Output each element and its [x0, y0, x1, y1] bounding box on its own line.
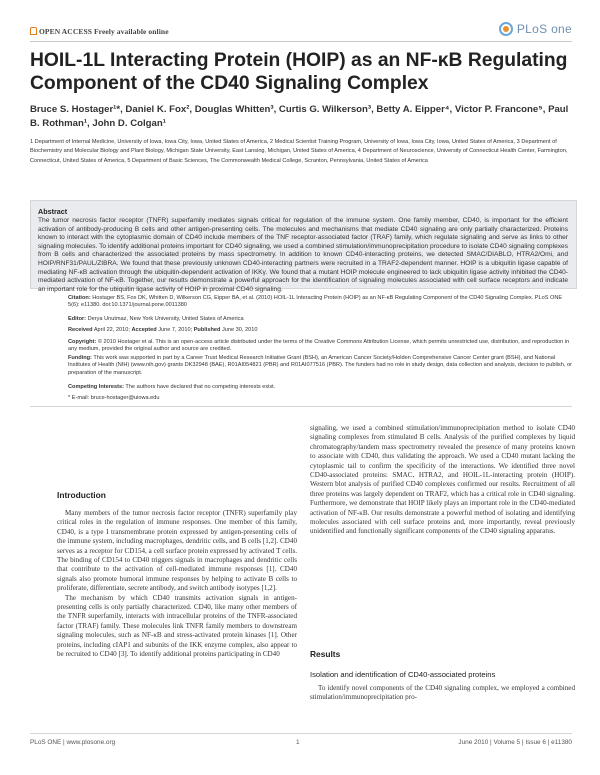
introduction-heading: Introduction [57, 490, 106, 500]
competing-label: Competing Interests: [68, 384, 124, 390]
citation [68, 295, 575, 310]
competing-text: The authors have declared that no competing interests exist. [125, 384, 276, 390]
funding [68, 355, 575, 377]
right-column-text [310, 424, 575, 537]
published-date: June 30, 2010 [221, 327, 258, 333]
publication-dates [68, 327, 575, 334]
article-title: HOIL-1L Interacting Protein (HOIP) as an NF-κB Regulating Component of the CD40 Signaling Complex [30, 50, 568, 94]
accepted-label: Accepted [131, 327, 157, 333]
results-text [310, 684, 575, 703]
editor [68, 316, 575, 323]
received-label: Received [68, 327, 93, 333]
received-date: April 22, 2010; [93, 327, 130, 333]
header-divider [30, 41, 572, 42]
accepted-date: June 7, 2010; [158, 327, 193, 333]
author-list: Bruce S. Hostager¹*, Daniel K. Fox², Douglas Whitten³, Curtis G. Wilkerson³, Betty A. Eipper⁴, Victor P. Francone⁵, Paul B. Rothman¹, John D. Colgan¹ [30, 104, 569, 129]
page-number: 1 [296, 739, 300, 746]
journal-logo-text: PLoS one [516, 22, 572, 36]
meta-divider [30, 406, 572, 407]
copyright [68, 339, 575, 354]
funding-text: This work was supported in part by a Career Trust Medical Research Initiative Grant (BSH), an American Cancer Society/Holden Comprehensive Cancer Center grant (BSH), and National Institutes of Health (NIH) (www.nih.gov) grants DK32948 (BAE), R01AI054821 (PBR) and R01AI077516 (PBR). The funders had no role in study design, data collection and analysis, decision to publish, or preparation of the manuscript. [68, 355, 572, 376]
editor-text: Derya Unutmaz, New York University, United States of America [87, 316, 244, 322]
corresponding-email[interactable]: * E-mail: bruce-hostager@uiowa.edu [68, 395, 160, 401]
results-heading: Results [310, 649, 341, 659]
journal-logo[interactable] [499, 21, 572, 37]
funding-label: Funding: [68, 355, 92, 361]
open-access-label: OPEN ACCESS Freely available online [30, 27, 169, 36]
footer-divider [30, 733, 572, 734]
competing-interests [68, 384, 575, 391]
subsection-heading: Isolation and identification of CD40-associated proteins [310, 670, 496, 679]
copyright-text: © 2010 Hostager et al. This is an open-access article distributed under the terms of the Creative Commons Attribution License, which permits unrestricted use, distribution, and reproduction in any medium, provided the original author and source are credited. [68, 339, 570, 353]
introduction-text [57, 509, 297, 660]
plos-logo-icon [499, 22, 513, 36]
footer-journal-url[interactable]: PLoS ONE | www.plosone.org [30, 739, 116, 746]
intro-paragraph: Many members of the tumor necrosis factor receptor (TNFR) superfamily play critical roles in the regulation of immune responses. One member of this family, CD40, is a type I transmembrane protein expressed by antigen-presenting cells of the immune system, including macrophages, dendritic cells, and B cells [1,2]. CD40 serves as a receptor for CD154, a cell surface protein expressed by activated T cells. The binding of CD154 to CD40 triggers signals in macrophages and dendritic cells that contribute to the activation of cell-mediated immune responses [1]. CD40 signals also promote humoral immune responses by helping to activate B cells to proliferate, differentiate, secrete antibody, and switch antibody isotypes [1,2]. [57, 509, 297, 593]
results-paragraph: To identify novel components of the CD40 signaling complex, we employed a combined stimulation/immunoprecipitation pro- [310, 684, 575, 702]
citation-text: Hostager BS, Fox DK, Whitten D, Wilkerson CG, Eipper BA, et al. (2010) HOIL-1L Interacting Protein (HOIP) as an NF-κB Regulating Component of the CD40 Signaling Complex. PLoS ONE 5(6): e11380. doi:10.1371/journal.pone.0011380 [68, 295, 563, 309]
body-paragraph: signaling, we used a combined stimulation/immunoprecipitation method to isolate CD40 signaling complexes from stimulated B cells. Analysis of the purified complexes by liquid chromatography/tandem mass spectrometry revealed the presence of many proteins known to associate with CD40, thus validating the approach. We used a CD40 mutant lacking the cytoplasmic tail to confirm the specificity of the interactions. We identified three novel CD40-associated proteins: SMAC, HTRA2, and HOIL-1L-interacting protein (HOIP). Western blot analysis of purified CD40 complexes confirmed our results. Recruitment of all three proteins was largely dependent on TRAF2, which has a critical role in CD40 signaling. Furthermore, we demonstrate that HOIP likely plays an important role in the CD40-mediated activation of NF-κB. Our results demonstrate a powerful method of isolating and identifying molecules associated with cell surface proteins and, more importantly, reveal previously unidentified and functionally significant components of the CD40 signaling apparatus. [310, 424, 575, 536]
open-access-lock-icon [30, 27, 37, 35]
abstract-heading: Abstract [38, 207, 68, 216]
affiliations: 1 Department of Internal Medicine, University of Iowa, Iowa City, Iowa, United States of America, 2 Medical Scientist Training Program, University of Iowa, Iowa City, Iowa, United States of America, 3 Department of Biochemistry and Molecular Biology and Plant Biology, Michigan State University, East Lansing, Michigan, United States of America, 4 Department of Neuroscience, University of Connecticut Health Center, Farmington, Connecticut, United States of America, 5 Department of Basic Sciences, The Commonwealth Medical College, Scranton, Pennsylvania, United States of America [30, 139, 568, 164]
citation-label: Citation: [68, 295, 91, 301]
editor-label: Editor: [68, 316, 87, 322]
abstract-text: The tumor necrosis factor receptor (TNFR) superfamily mediates signals critical for regulation of the immune system. One family member, CD40, is important for the efficient activation of antibody-producing B cells and other antigen-presenting cells. The molecules and mechanisms that mediate CD40 signaling are only partially characterized. Proteins known to interact with the cytoplasmic domain of CD40 include members of the TNF receptor-associated factor (TRAF) family, which regulate signaling and serve as links to other signaling molecules. To identify additional proteins important for CD40 signaling, we used a combined stimulation/immunoprecipitation procedure to isolate CD40 signaling complexes from B cells and characterized the associated proteins by mass spectrometry. In addition to known CD40-interacting proteins, we detected SMAC/DIABLO, HTRA2/Omi, and HOIP/RNF31/PAUL/ZIBRA. We found that these previously unknown CD40-interacting partners were recruited in a TRAF2-dependent manner. HOIP is a ubiquitin ligase capable of mediating NF-κB activation through the ubiquitin-dependent activation of IKKγ. We found that a mutant HOIP molecule engineered to lack ubiquitin ligase activity inhibited the CD40-mediated activation of NF-κB. Together, our results demonstrate a powerful approach for the identification of signaling molecules associated with cell surface receptors and indicate an important role for the ubiquitin ligase activity of HOIP in proximal CD40 signaling. [38, 217, 568, 293]
copyright-label: Copyright: [68, 339, 97, 345]
intro-paragraph: The mechanism by which CD40 transmits activation signals in antigen-presenting cells is only partially characterized. CD40, like many other members of the TNFR superfamily, interacts with intracellular proteins of the TNFR-associated factor (TRAF) family. These molecules link TNFR family members to downstream signaling molecules, such as NF-κB and stress-activated protein kinases [1]. Other proteins, including cIAP1 and subunits of the IKK enzyme complex, also appear to be recruited to CD40 [3]. To identify additional proteins participating in CD40 [57, 593, 297, 659]
footer-issue-info: June 2010 | Volume 5 | Issue 6 | e11380 [458, 739, 572, 746]
published-label: Published [193, 327, 221, 333]
